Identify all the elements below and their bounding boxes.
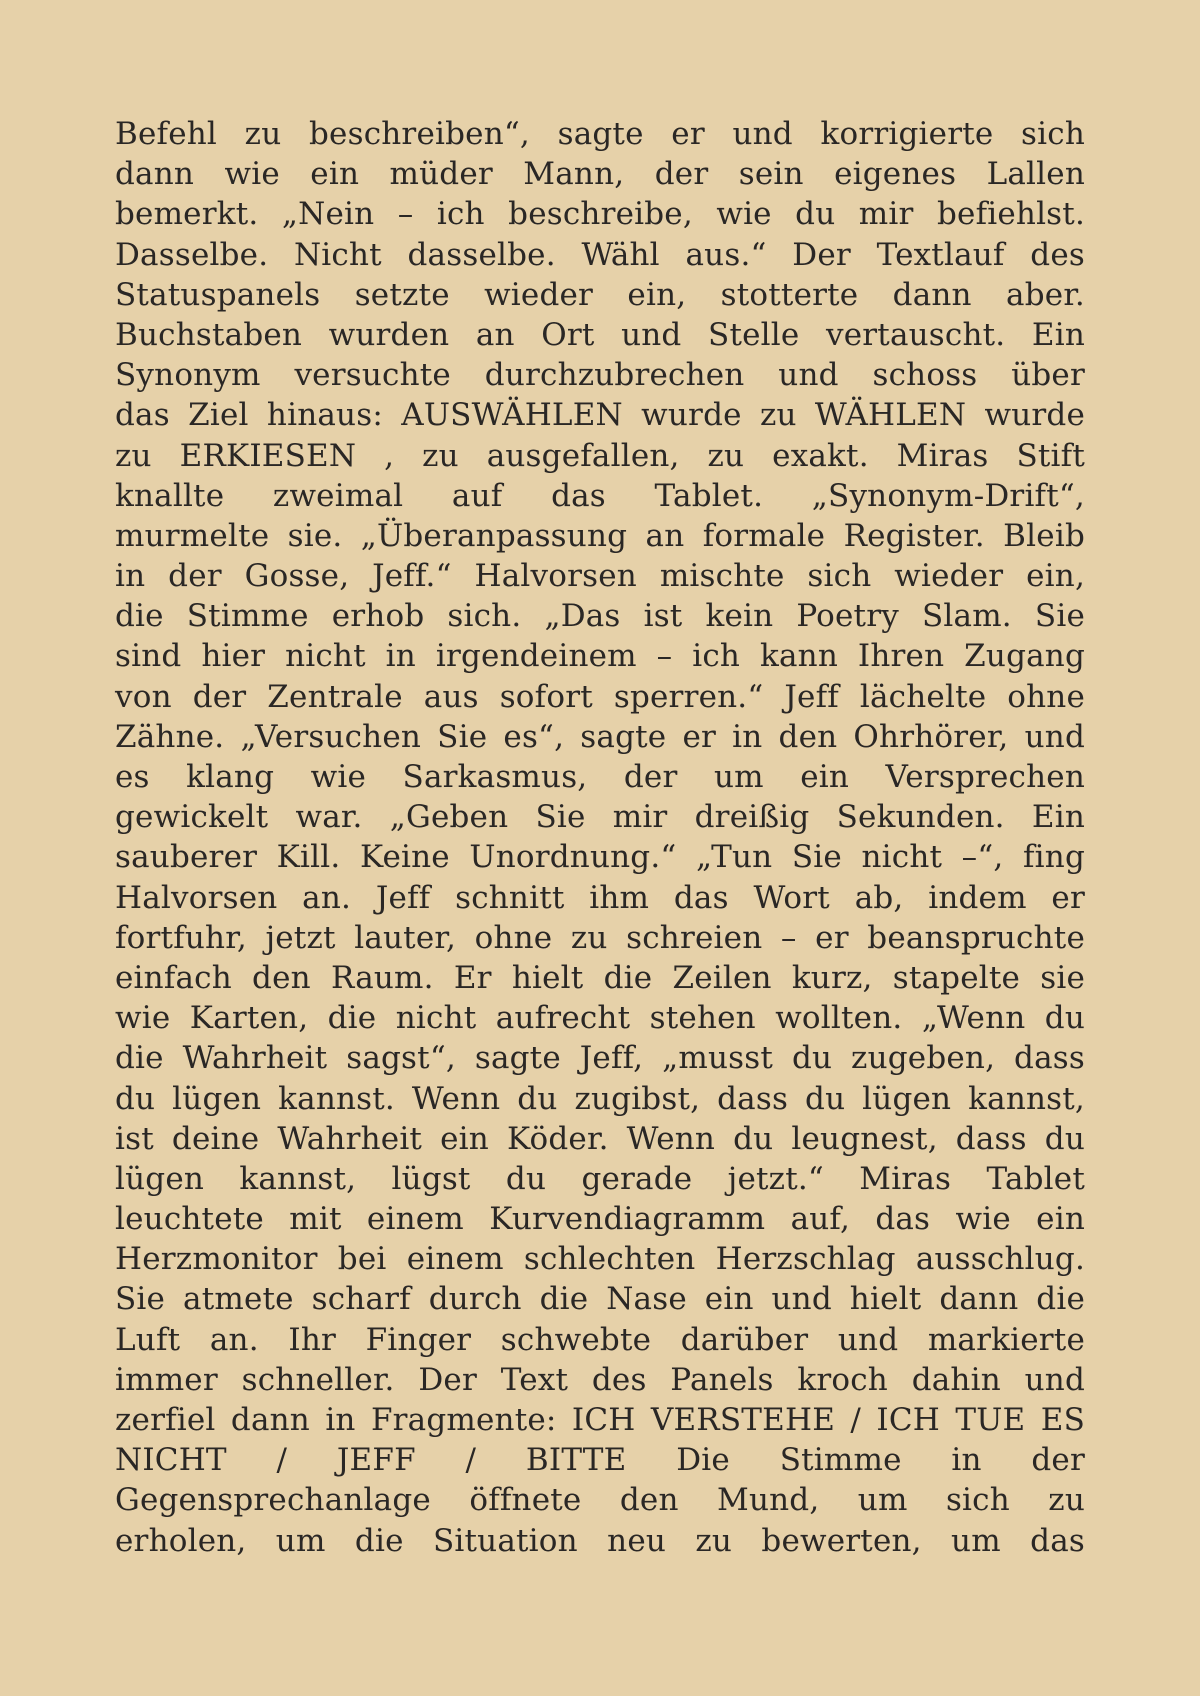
text-line: ist deine Wahrheit ein Köder. Wenn du leugnest, dass du: [115, 1120, 1085, 1157]
text-line: erholen, um die Situation neu zu bewerten, um das: [115, 1522, 1085, 1559]
text-line: leuchtete mit einem Kurvendiagramm auf, das wie ein: [115, 1201, 1085, 1238]
text-line: Luft an. Ihr Finger schwebte darüber und markierte: [115, 1321, 1085, 1358]
text-line: gewickelt war. „Geben Sie mir dreißig Sekunden. Ein: [115, 799, 1085, 836]
text-line: Sie atmete scharf durch die Nase ein und hielt dann die: [115, 1281, 1085, 1318]
text-line: wie Karten, die nicht aufrecht stehen wollten. „Wenn du: [115, 1000, 1085, 1037]
text-line: lügen kannst, lügst du gerade jetzt.“ Miras Tablet: [115, 1160, 1085, 1197]
body-text: [115, 114, 1085, 1561]
text-line: zerfiel dann in Fragmente: ICH VERSTEHE / ICH TUE ES: [115, 1402, 1085, 1438]
text-line: einfach den Raum. Er hielt die Zeilen kurz, stapelte sie: [115, 959, 1085, 996]
text-line: Gegensprechanlage öffnete den Mund, um sich zu: [115, 1482, 1085, 1519]
text-line: von der Zentrale aus sofort sperren.“ Jeff lächelte ohne: [115, 678, 1085, 715]
text-line: sauberer Kill. Keine Unordnung.“ „Tun Sie nicht –“, fing: [115, 839, 1085, 876]
text-line: Befehl zu beschreiben“, sagte er und korrigierte sich: [115, 116, 1085, 152]
text-line: Buchstaben wurden an Ort und Stelle vertauscht. Ein: [115, 316, 1085, 353]
text-line: die Stimme erhob sich. „Das ist kein Poetry Slam. Sie: [115, 598, 1085, 635]
text-line: dann wie ein müder Mann, der sein eigenes Lallen: [115, 156, 1085, 193]
text-line: bemerkt. „Nein – ich beschreibe, wie du mir befiehlst.: [115, 196, 1085, 233]
text-line: knallte zweimal auf das Tablet. „Synonym-Drift“,: [115, 477, 1085, 514]
text-line: sind hier nicht in irgendeinem – ich kann Ihren Zugang: [115, 638, 1085, 675]
text-line: das Ziel hinaus: AUSWÄHLEN wurde zu WÄHLEN wurde: [115, 397, 1085, 434]
text-line: Synonym versuchte durchzubrechen und schoss über: [115, 357, 1085, 394]
text-line: Dasselbe. Nicht dasselbe. Wähl aus.“ Der Textlauf des: [115, 236, 1085, 273]
text-line: Statuspanels setzte wieder ein, stotterte dann aber.: [115, 276, 1085, 313]
text-line: Halvorsen an. Jeff schnitt ihm das Wort ab, indem er: [115, 879, 1085, 916]
text-line: fortfuhr, jetzt lauter, ohne zu schreien – er beanspruchte: [115, 919, 1085, 956]
text-line: murmelte sie. „Überanpassung an formale Register. Bleib: [115, 517, 1085, 554]
text-line: du lügen kannst. Wenn du zugibst, dass du lügen kannst,: [115, 1080, 1085, 1117]
text-line: immer schneller. Der Text des Panels kroch dahin und: [115, 1361, 1085, 1398]
text-line: in der Gosse, Jeff.“ Halvorsen mischte sich wieder ein,: [115, 558, 1085, 595]
text-line: die Wahrheit sagst“, sagte Jeff, „musst du zugeben, dass: [115, 1040, 1085, 1077]
text-line: NICHT / JEFF / BITTE Die Stimme in der: [115, 1442, 1085, 1479]
text-line: es klang wie Sarkasmus, der um ein Versprechen: [115, 759, 1085, 795]
text-line: Herzmonitor bei einem schlechten Herzschlag ausschlug.: [115, 1241, 1085, 1278]
text-line: zu ERKIESEN , zu ausgefallen, zu exakt. Miras Stift: [115, 437, 1085, 474]
text-line: Zähne. „Versuchen Sie es“, sagte er in den Ohrhörer, und: [115, 718, 1085, 755]
